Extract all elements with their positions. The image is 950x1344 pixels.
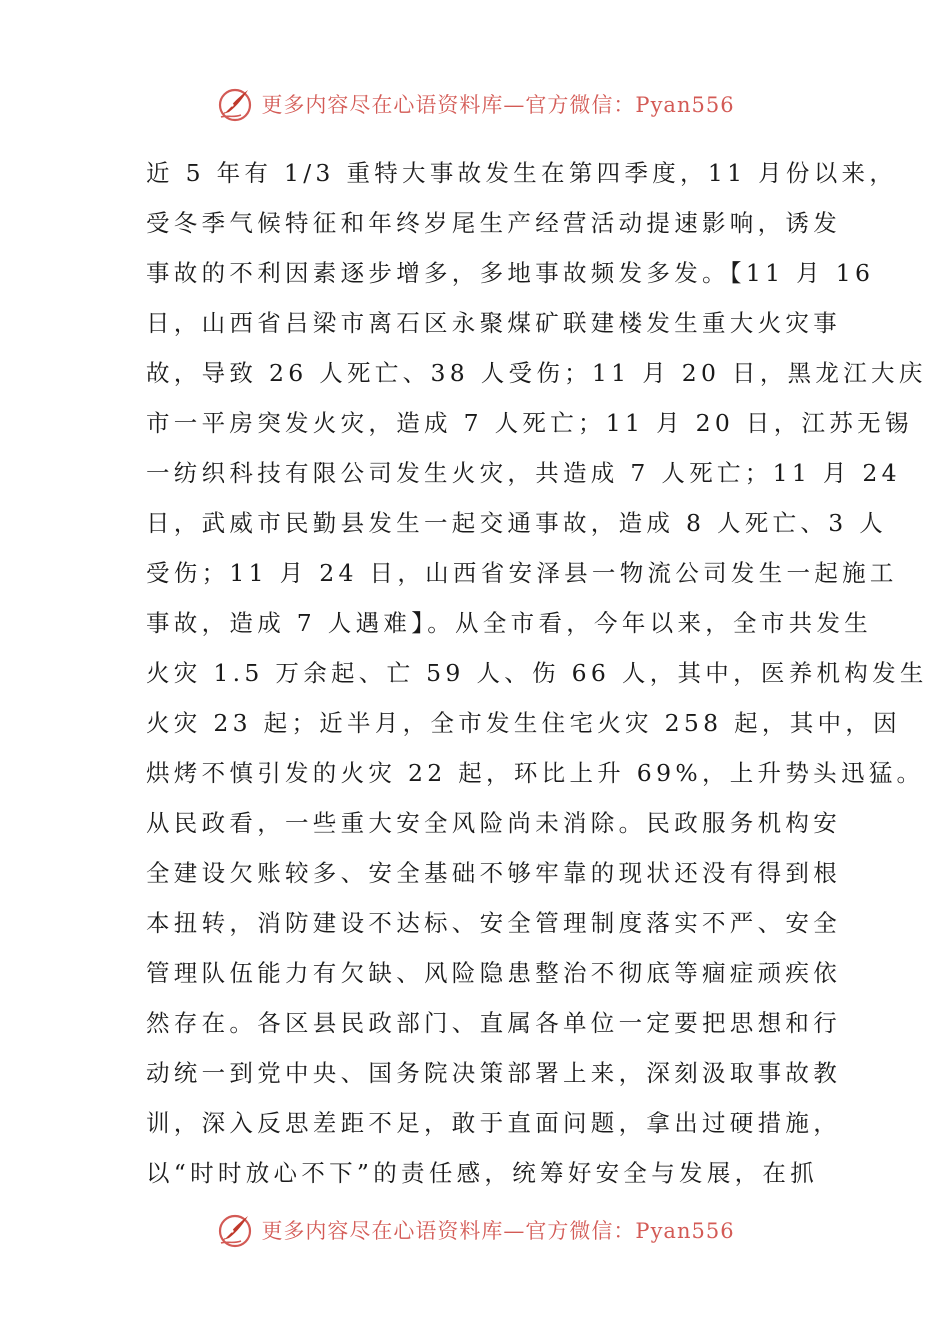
body-line: 本扭转，消防建设不达标、安全管理制度落实不严、安全	[146, 909, 841, 937]
body-line: 日，武威市民勤县发生一起交通事故，造成 8 人死亡、3 人	[146, 509, 888, 537]
body-line: 日，山西省吕梁市离石区永聚煤矿联建楼发生重大火灾事	[146, 309, 841, 337]
footer-banner-text: 更多内容尽在心语资料库—官方微信：Pyan556	[261, 1219, 735, 1243]
body-line: 事故的不利因素逐步增多，多地事故频发多发。【11 月 16	[146, 259, 875, 287]
body-line: 全建设欠账较多、安全基础不够牢靠的现状还没有得到根	[146, 859, 841, 887]
body-line: 一纺织科技有限公司发生火灾，共造成 7 人死亡；11 月 24	[146, 459, 901, 487]
body-line: 训，深入反思差距不足，敢于直面问题，拿出过硬措施，	[146, 1109, 841, 1137]
body-line: 受冬季气候特征和年终岁尾生产经营活动提速影响，诱发	[146, 209, 841, 237]
body-line: 以“时时放心不下”的责任感，统筹好安全与发展，在抓	[146, 1159, 819, 1187]
header-banner-text: 更多内容尽在心语资料库—官方微信：Pyan556	[261, 93, 735, 117]
footer-banner-content	[215, 1210, 734, 1250]
footer-banner	[0, 1208, 950, 1252]
header-banner-content	[215, 84, 734, 124]
body-line: 管理队伍能力有欠缺、风险隐患整治不彻底等痼症顽疾依	[146, 959, 841, 987]
body-line: 从民政看，一些重大安全风险尚未消除。民政服务机构安	[146, 809, 841, 837]
body-line: 动统一到党中央、国务院决策部署上来，深刻汲取事故教	[146, 1059, 841, 1087]
body-line: 市一平房突发火灾，造成 7 人死亡；11 月 20 日，江苏无锡	[146, 409, 913, 437]
body-line: 近 5 年有 1/3 重特大事故发生在第四季度，11 月份以来，	[146, 159, 898, 187]
body-line: 事故，造成 7 人遇难】。从全市看，今年以来，全市共发生	[146, 609, 873, 637]
body-line: 受伤；11 月 24 日，山西省安泽县一物流公司发生一起施工	[146, 559, 898, 587]
pen-nib-logo-icon	[215, 84, 255, 124]
document-body	[146, 148, 928, 1198]
body-line: 火灾 23 起；近半月，全市发生住宅火灾 258 起，其中，因	[146, 709, 901, 737]
header-banner	[0, 82, 950, 126]
body-line: 故，导致 26 人死亡、38 人受伤；11 月 20 日，黑龙江大庆	[146, 359, 927, 387]
body-line: 烘烤不慎引发的火灾 22 起，环比上升 69%，上升势头迅猛。	[146, 759, 925, 787]
body-line: 火灾 1.5 万余起、亡 59 人、伤 66 人，其中，医养机构发生	[146, 659, 928, 687]
body-line: 然存在。各区县民政部门、直属各单位一定要把思想和行	[146, 1009, 841, 1037]
pen-nib-logo-icon	[215, 1210, 255, 1250]
